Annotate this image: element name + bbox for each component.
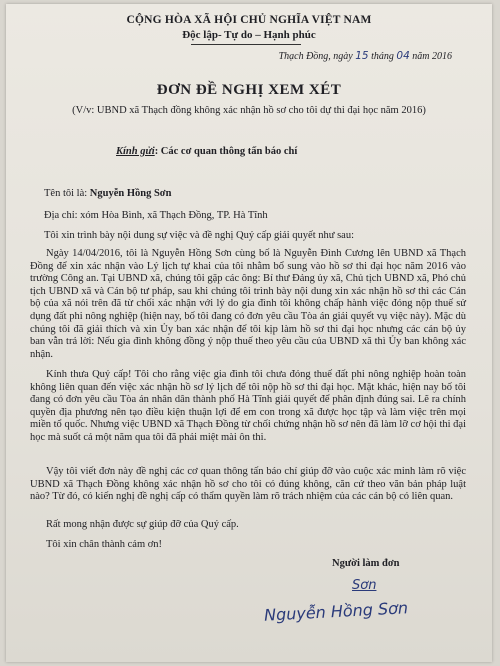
signature-short: Sơn [352, 578, 377, 593]
body-paragraph-3: Vậy tôi viết đơn này đề nghị các cơ quan thông tấn báo chí giúp đỡ vào cuộc xác minh làm rõ việc UBND xã Thạch Đồng không xác nhận hồ sơ cho tôi có đúng không, căn cứ theo văn bản pháp luật nào? Từ đó, có kiến nghị đề nghị cấp có thẩm quyền làm rõ trách nhiệm của các cán bộ có liên quan. [30, 466, 466, 503]
petition-document [6, 4, 492, 662]
body-paragraph-1: Ngày 14/04/2016, tôi là Nguyễn Hồng Sơn cùng bố là Nguyễn Đình Cương lên UBND xã Thạch Đồng để xin xác nhận vào Lý lịch tự khai của tôi nhằm bổ sung vào hồ sơ thi đại học năm 2016 vào trường Công an. Tại UBND xã, chúng tôi gặp các ông: Bí thư Đảng ủy xã, Chủ tịch UBND xã, Phó chủ tịch UBND xã và Cán bộ tư pháp, sau khi chúng tôi trình bày nội dung xin xác nhận hồ sơ thì các Cán bộ của xã nói trên đã từ chối xác nhận với lý do gia đình tôi không chấp hành việc đóng nộp thuế sử dụng đất phi nông nghiệp (hiện nay, bố tôi đang có đơn yêu cầu Tòa án giải quyết vụ việc này). Mặc dù chúng tôi đã giải thích và xin Ủy ban xác nhận để tôi kịp làm hồ sơ thi đại học nhưng các cán bộ ủy ban vẫn trả lời: Nếu gia đình không đồng ý nộp thuế theo yêu cầu của UBND xã thì Ủy ban không xác nhận. [30, 248, 466, 360]
motto-underline [191, 44, 301, 45]
address-line: Địa chỉ: xóm Hòa Bình, xã Thạch Đồng, TP. Hà Tĩnh [44, 210, 268, 221]
signer-label: Người làm đơn [332, 558, 400, 569]
name-value: Nguyễn Hồng Sơn [89, 188, 172, 199]
national-motto: Độc lập- Tự do – Hạnh phúc [182, 29, 316, 41]
dateline [279, 50, 452, 62]
dateline-day: 15 [355, 50, 369, 62]
dateline-month: 04 [396, 50, 410, 62]
name-label: Tên tôi là: [44, 188, 90, 199]
dateline-year: năm 2016 [412, 51, 452, 62]
body-paragraph-5: Tôi xin chân thành cảm ơn! [46, 539, 163, 550]
body-paragraph-4: Rất mong nhận được sự giúp đỡ của Quý cấp. [46, 519, 239, 530]
intro-line: Tôi xin trình bày nội dung sự việc và đề nghị Quý cấp giải quyết như sau: [44, 230, 354, 241]
name-line [44, 188, 171, 199]
national-title: CỘNG HÒA XÃ HỘI CHỦ NGHĨA VIỆT NAM [126, 14, 372, 26]
document-subtitle: (V/v: UBND xã Thạch đồng không xác nhận hồ sơ cho tôi dự thi đại học năm 2016) [72, 105, 426, 116]
recipient-label: Kính gửi [116, 146, 155, 157]
body-paragraph-2: Kính thưa Quý cấp! Tôi cho rằng việc gia đình tôi chưa đóng thuế đất phi nông nghiệp hoàn toàn không liên quan đến việc xác nhận hồ sơ lý lịch để tôi nộp hồ sơ thi đại học. Mặt khác, hiện nay bố tôi đang có đơn yêu cầu Tòa án nhân dân thành phố Hà Tĩnh giải quyết để phân định đúng sai. Lẽ ra chính quyền địa phương nên tạo điều kiện thuận lợi để em con trong xã được học tập và làm việc trên mọi miền tổ quốc. Nhưng việc UBND xã Thạch Đồng từ chối chứng nhận hồ sơ nên đã làm lỡ cơ hội thi đại học mà suốt cả một năm qua tôi đã phải miệt mài ôn thi. [30, 369, 466, 443]
dateline-month-label: tháng [371, 51, 394, 62]
signature-full: Nguyễn Hồng Sơn [263, 598, 409, 625]
recipient-value: : Các cơ quan thông tấn báo chí [154, 146, 298, 157]
document-title: ĐƠN ĐỀ NGHỊ XEM XÉT [156, 82, 342, 98]
dateline-place: Thạch Đồng, ngày [278, 51, 353, 62]
recipient-line [116, 146, 297, 157]
